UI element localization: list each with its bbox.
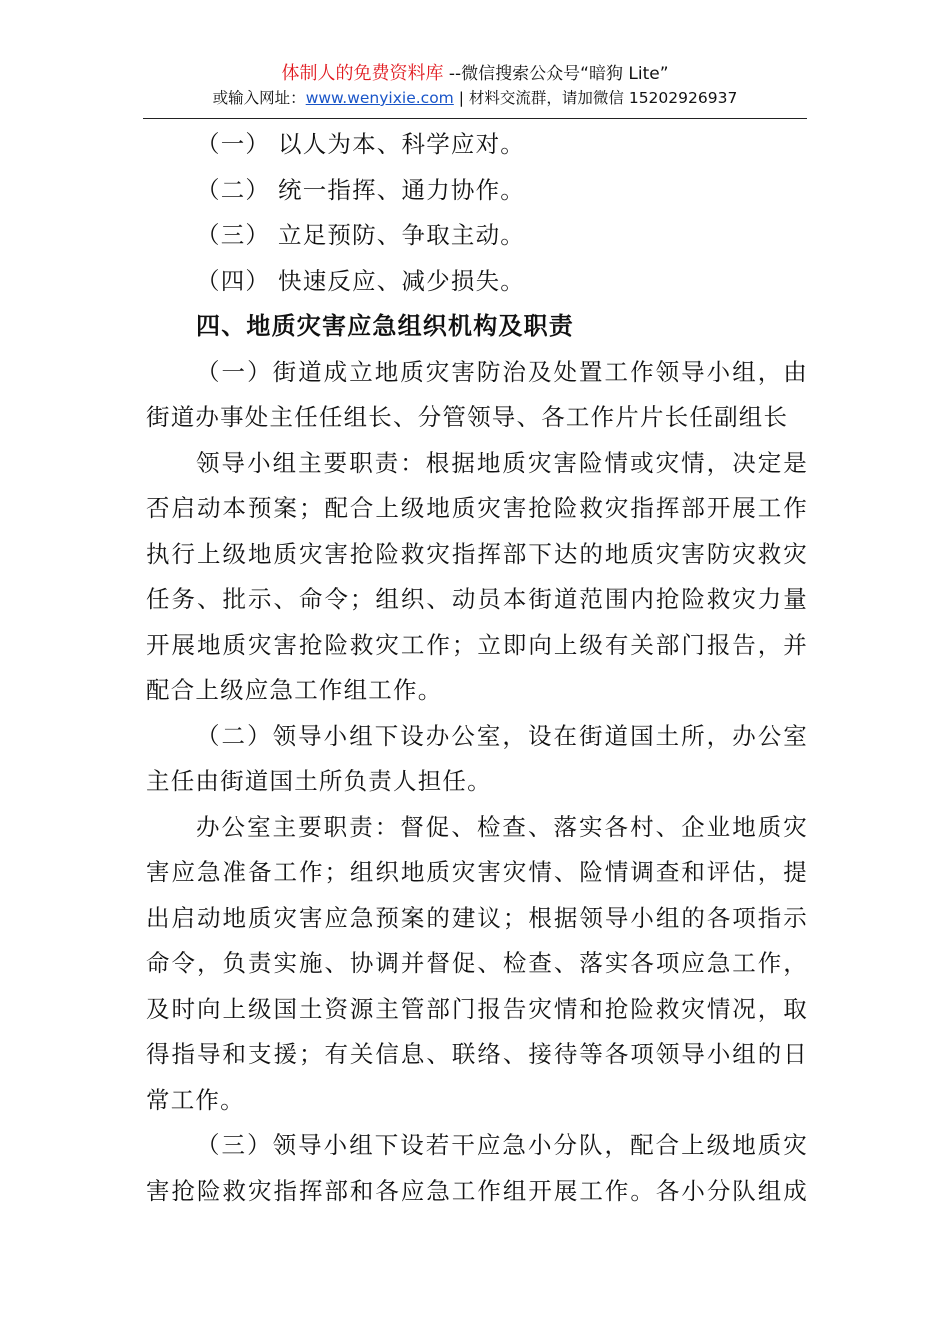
document-body [146,122,808,1214]
paragraph-line: 配合上级应急工作组工作。 [146,676,443,704]
header-separator: | [458,89,464,107]
header-divider [143,118,807,119]
principle-text: 统一指挥、通力协作。 [278,175,525,204]
principle-text: 以人为本、科学应对。 [278,130,525,158]
paragraph-line: （二）领导小组下设办公室，设在街道国土所，办公室 [196,721,808,750]
wechat-subtitle: --微信搜索公众号“暗狗 Lite” [448,64,669,84]
paragraph-line: 命令，负责实施、协调并督促、检查、落实各项应急工作， [146,949,808,977]
principle-text: 立足预防、争取主动。 [278,221,525,249]
paragraph-line: 害抢险救灾指挥部和各应急工作组开展工作。各小分队组成 [146,1176,808,1205]
paragraph-line: 办公室主要职责：督促、检查、落实各村、企业地质灾 [196,812,808,841]
paragraph-line: 开展地质灾害抢险救灾工作；立即向上级有关部门报告，并 [146,630,808,659]
paragraph-line: 街道办事处主任任组长、分管领导、各工作片片长任副组长 [146,403,789,431]
principle-item [146,213,808,259]
paragraph-line: 常工作。 [146,1085,245,1114]
contact-text: 材料交流群，请加微信 15202926937 [468,89,738,107]
principle-item [146,168,808,214]
principle-text: 快速反应、减少损失。 [278,266,525,295]
paragraph-line: 及时向上级国土资源主管部门报告灾情和抢险救灾情况，取 [146,994,808,1023]
paragraph-line: 否启动本预案；配合上级地质灾害抢险救灾指挥部开展工作 [146,494,808,522]
paragraph-line: 领导小组主要职责：根据地质灾害险情或灾情，决定是 [196,448,808,477]
paragraph-line: 主任由街道国土所负责人担任。 [146,767,492,795]
paragraph-line: （一）街道成立地质灾害防治及处置工作领导小组，由 [196,357,808,386]
header-line-1 [0,62,950,86]
paragraph-line: 出启动地质灾害应急预案的建议；根据领导小组的各项指示 [146,903,808,932]
section-heading: 四、地质灾害应急组织机构及职责 [196,312,574,340]
paragraph-line: 得指导和支援；有关信息、联络、接待等各项领导小组的日 [146,1040,808,1068]
brand-title: 体制人的免费资料库 [281,63,444,84]
principle-number: （二） [196,175,271,204]
principle-item [146,122,808,168]
principle-number: （三） [196,221,271,249]
page-header [0,62,950,110]
url-prefix: 或输入网址： [212,89,306,107]
paragraph-line: 任务、批示、命令；组织、动员本街道范围内抢险救灾力量 [146,585,808,613]
paragraph-line: 害应急准备工作；组织地质灾害灾情、险情调查和评估，提 [146,858,808,886]
principle-number: （四） [196,266,271,295]
principle-number: （一） [196,130,271,158]
paragraph-line: （三）领导小组下设若干应急小分队，配合上级地质灾 [196,1131,808,1159]
header-line-2 [0,86,950,110]
paragraph-line: 执行上级地质灾害抢险救灾指挥部下达的地质灾害防灾救灾 [146,539,808,568]
principle-item [146,259,808,305]
website-link[interactable]: www.wenyixie.com [305,89,454,107]
